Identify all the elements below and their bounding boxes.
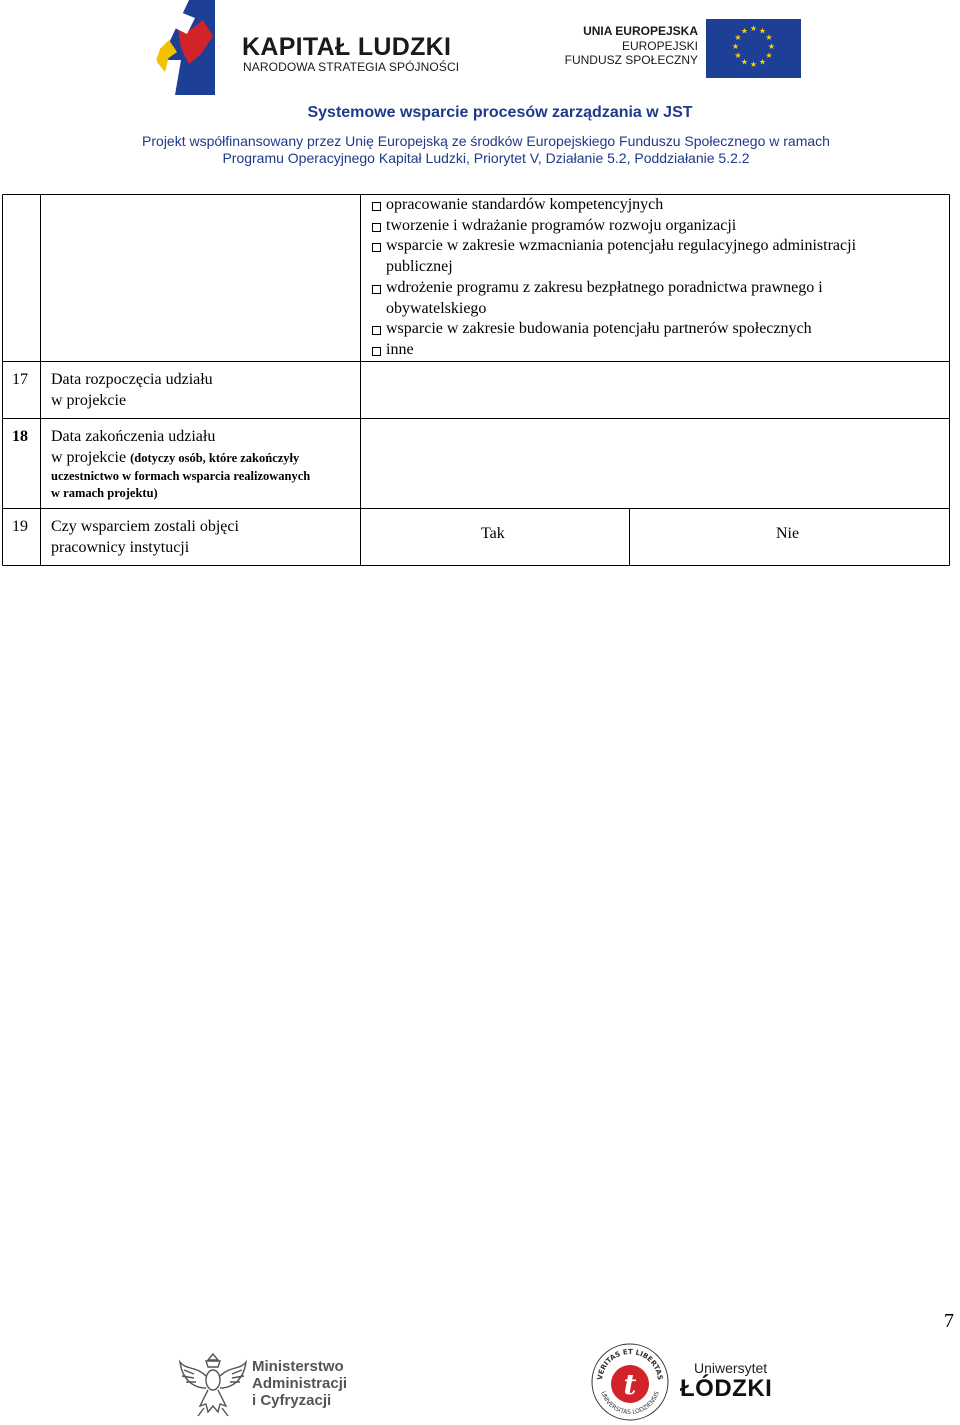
row-19-number: 19 [12,518,28,535]
kapital-ludzki-title: KAPITAŁ LUDZKI [242,33,452,61]
checkbox-icon[interactable] [372,202,381,211]
option-standardy[interactable] [372,195,856,216]
row-18-label-line-2 [51,447,356,468]
project-description-line-1: Projekt współfinansowany przez Unię Europejską ze środków Europejskiego Funduszu Społecznego w ramach [142,133,830,149]
end-date-field[interactable] [361,419,949,508]
svg-text:★: ★ [767,42,776,51]
svg-text:★: ★ [765,51,773,60]
svg-text:★: ★ [749,24,758,33]
kapital-ludzki-subtitle: NARODOWA STRATEGIA SPÓJNOŚCI [243,60,460,74]
row-18-label [51,426,356,502]
row-19-label-line-1: Czy wsparciem zostali objęci [51,518,239,535]
checkbox-icon[interactable] [372,347,381,356]
eu-line-1: UNIA EUROPEJSKA [583,24,698,38]
svg-text:★: ★ [758,26,767,36]
answer-no[interactable]: Nie [776,525,800,542]
row-18-label-line-2-text: w projekcie [51,449,127,466]
svg-text:★: ★ [749,60,758,69]
option-label: wsparcie w zakresie wzmacniania potencjału regulacyjnego administracji [386,237,857,255]
ministry-line-3: i Cyfryzacji [252,1392,332,1409]
checkbox-icon[interactable] [372,326,381,335]
option-label-continued: publicznej [386,258,453,276]
project-description-line-2: Programu Operacyjnego Kapitał Ludzki, Priorytet V, Działanie 5.2, Poddziałanie 5.2.2 [222,150,750,166]
checkbox-icon[interactable] [372,223,381,232]
svg-text:t: t [623,1368,637,1401]
row-17-label-line-1: Data rozpoczęcia udziału [51,371,213,388]
option-potencjal-regulacyjny[interactable] [372,236,856,277]
svg-text:★: ★ [765,33,773,42]
seal-bottom-text: UNIVERSITAS LODZIENSIS [599,1390,661,1417]
option-label: wdrożenie programu z zakresu bezpłatnego poradnictwa prawnego i [386,278,823,296]
checkbox-icon[interactable] [372,243,381,252]
svg-text:★: ★ [734,33,742,42]
seal-top-text: VERITAS ET LIBERTAS [595,1347,664,1381]
ministry-name [252,1358,347,1409]
eu-line-2: EUROPEJSKI [621,38,698,53]
option-label: opracowanie standardów kompetencyjnych [386,196,664,213]
option-partnerzy-spoleczni[interactable] [372,319,856,340]
option-label: tworzenie i wdrażanie programów rozwoju organizacji [386,216,737,234]
row-19-label [51,516,239,558]
row-17-number: 17 [12,371,28,388]
option-inne[interactable] [372,340,856,361]
page-number: 7 [944,1310,954,1332]
row-17-label-line-2: w projekcie [51,392,127,409]
row-19-label-line-2: pracownicy instytucji [51,539,190,556]
row-18-note-2: uczestnictwo w formach wsparcia realizowanych [51,469,311,483]
svg-text:★: ★ [740,57,749,67]
option-label-continued: obywatelskiego [386,299,487,317]
option-label: inne [386,340,414,358]
polish-eagle-emblem-icon [178,1348,248,1423]
university-line-2: ŁÓDZKI [680,1375,773,1402]
svg-text:★: ★ [731,42,740,51]
option-programy-rozwoju[interactable] [372,216,856,237]
option-poradnictwo-prawne[interactable] [372,278,856,319]
row-18-label-line-1: Data zakończenia udziału [51,428,216,445]
eu-line-3: FUNDUSZ SPOŁECZNY [564,53,698,67]
project-title: Systemowe wsparcie procesów zarządzania w JST [307,104,693,121]
start-date-field[interactable] [361,362,949,418]
support-options-list [372,195,856,361]
row-17-label [51,369,213,411]
checkbox-icon[interactable] [372,285,381,294]
svg-text:★: ★ [740,26,749,36]
row-18-note-1: (dotyczy osób, które zakończyły [130,451,300,465]
university-seal-icon [590,1342,670,1422]
university-line-1: Uniwersytet [694,1360,768,1376]
ministry-line-2: Administracji [252,1375,348,1392]
svg-text:★: ★ [758,57,767,67]
row-18-note-3: w ramach projektu) [51,486,158,500]
row-18-number: 18 [12,428,28,445]
answer-yes[interactable]: Tak [481,525,505,542]
ministry-line-1: Ministerstwo [252,1358,344,1375]
svg-text:★: ★ [734,51,742,60]
option-label: wsparcie w zakresie budowania potencjału partnerów społecznych [386,320,812,338]
